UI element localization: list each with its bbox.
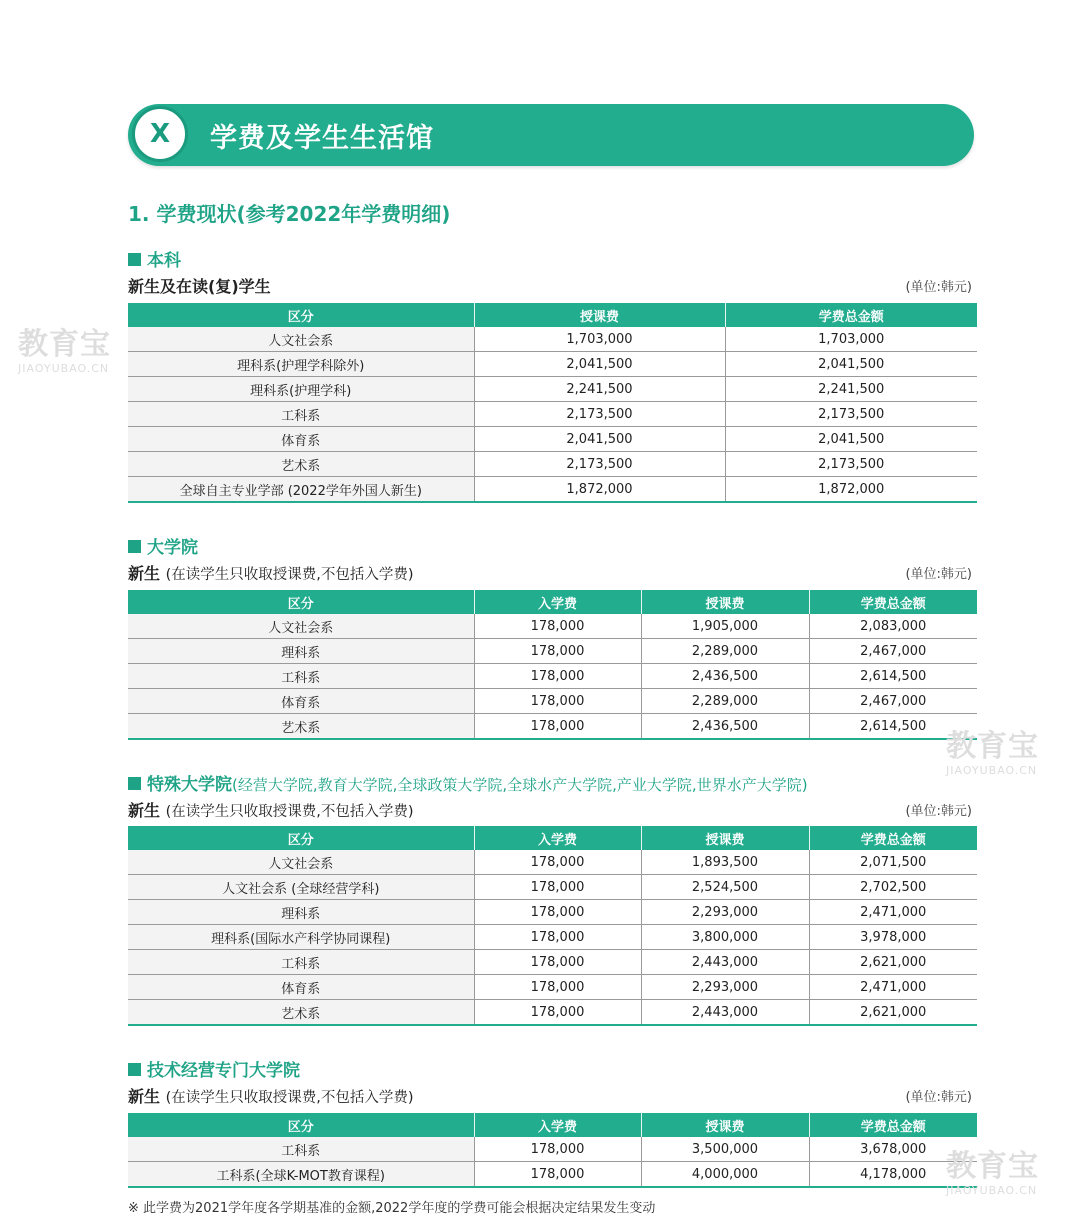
- column-header: 入学费: [474, 1113, 641, 1137]
- square-bullet-icon: [128, 777, 141, 790]
- column-header: 区分: [128, 826, 474, 850]
- column-header: 入学费: [474, 590, 641, 614]
- column-header: 学费总金额: [809, 826, 977, 850]
- table-row: 体育系 178,000 2,293,000 2,471,000: [128, 975, 977, 1000]
- subtitle-tech-management: 新生 (在读学生只收取授课费,不包括入学费): [128, 1087, 414, 1106]
- column-header: 区分: [128, 590, 474, 614]
- table-row: 人文社会系 1,703,000 1,703,000: [128, 327, 977, 352]
- unit-label: (单位:韩元): [905, 280, 972, 295]
- table-row: 艺术系 178,000 2,443,000 2,621,000: [128, 1000, 977, 1026]
- watermark: 教育宝 JIAOYUBAO.CN: [946, 1149, 1039, 1197]
- table-row: 理科系 178,000 2,289,000 2,467,000: [128, 639, 977, 664]
- column-header: 授课费: [641, 826, 809, 850]
- table-row: 体育系 2,041,500 2,041,500: [128, 427, 977, 452]
- square-bullet-icon: [128, 253, 141, 266]
- category-heading-tech-management: 技术经营专门大学院: [128, 1056, 300, 1081]
- subtitle-undergrad: 新生及在读(复)学生: [128, 277, 271, 296]
- table-row: 人文社会系 178,000 1,893,500 2,071,500: [128, 850, 977, 875]
- tuition-table-tech-management: [128, 1113, 977, 1188]
- category-heading-special-graduate: 特殊大学院(经营大学院,教育大学院,全球政策大学院,全球水产大学院,产业大学院,世界水产大学院): [128, 770, 808, 795]
- table-header-row: [128, 826, 977, 850]
- table-row: 人文社会系 (全球经营学科) 178,000 2,524,500 2,702,500: [128, 875, 977, 900]
- column-header: 区分: [128, 1113, 474, 1137]
- table-row: 全球自主专业学部 (2022学年外国人新生) 1,872,000 1,872,000: [128, 477, 977, 503]
- table-row: 理科系(护理学科) 2,241,500 2,241,500: [128, 377, 977, 402]
- footnote: ※ 此学费为2021学年度各学期基准的金额,2022学年度的学费可能会根据决定结果发生变动: [128, 1201, 656, 1216]
- table-row: 体育系 178,000 2,289,000 2,467,000: [128, 689, 977, 714]
- subtitle-graduate: 新生 (在读学生只收取授课费,不包括入学费): [128, 564, 414, 583]
- tuition-table-undergrad: [128, 303, 977, 503]
- section-title: 1. 学费现状(参考2022年学费明细): [128, 202, 451, 226]
- watermark: 教育宝 JIAOYUBAO.CN: [946, 729, 1039, 777]
- table-header-row: [128, 303, 977, 327]
- unit-label: (单位:韩元): [905, 804, 972, 819]
- subtitle-special-graduate: 新生 (在读学生只收取授课费,不包括入学费): [128, 801, 414, 820]
- column-header: 授课费: [641, 1113, 809, 1137]
- table-row: 理科系(国际水产科学协同课程) 178,000 3,800,000 3,978,000: [128, 925, 977, 950]
- chapter-title: 学费及学生生活馆: [210, 123, 434, 154]
- category-heading-graduate: 大学院: [128, 533, 198, 558]
- column-header: 学费总金额: [809, 1113, 977, 1137]
- tuition-table-graduate: [128, 590, 977, 740]
- column-header: 学费总金额: [725, 303, 977, 327]
- column-header: 入学费: [474, 826, 641, 850]
- square-bullet-icon: [128, 540, 141, 553]
- category-heading-undergrad: 本科: [128, 246, 181, 271]
- table-row: 工科系 178,000 3,500,000 3,678,000: [128, 1137, 977, 1162]
- table-row: 艺术系 2,173,500 2,173,500: [128, 452, 977, 477]
- chapter-badge: X: [132, 106, 188, 162]
- unit-label: (单位:韩元): [905, 1090, 972, 1105]
- table-row: 工科系 178,000 2,443,000 2,621,000: [128, 950, 977, 975]
- square-bullet-icon: [128, 1063, 141, 1076]
- column-header: 学费总金额: [809, 590, 977, 614]
- table-row: 工科系(全球K-MOT教育课程) 178,000 4,000,000 4,178,000: [128, 1162, 977, 1188]
- column-header: 授课费: [641, 590, 809, 614]
- table-row: 艺术系 178,000 2,436,500 2,614,500: [128, 714, 977, 740]
- table-row: 理科系 178,000 2,293,000 2,471,000: [128, 900, 977, 925]
- tuition-table-special-graduate: [128, 826, 977, 1026]
- table-row: 理科系(护理学科除外) 2,041,500 2,041,500: [128, 352, 977, 377]
- table-row: 人文社会系 178,000 1,905,000 2,083,000: [128, 614, 977, 639]
- column-header: 区分: [128, 303, 474, 327]
- table-row: 工科系 2,173,500 2,173,500: [128, 402, 977, 427]
- table-header-row: [128, 1113, 977, 1137]
- column-header: 授课费: [474, 303, 725, 327]
- table-row: 工科系 178,000 2,436,500 2,614,500: [128, 664, 977, 689]
- unit-label: (单位:韩元): [905, 567, 972, 582]
- table-header-row: [128, 590, 977, 614]
- watermark: 教育宝 JIAOYUBAO.CN: [18, 327, 111, 375]
